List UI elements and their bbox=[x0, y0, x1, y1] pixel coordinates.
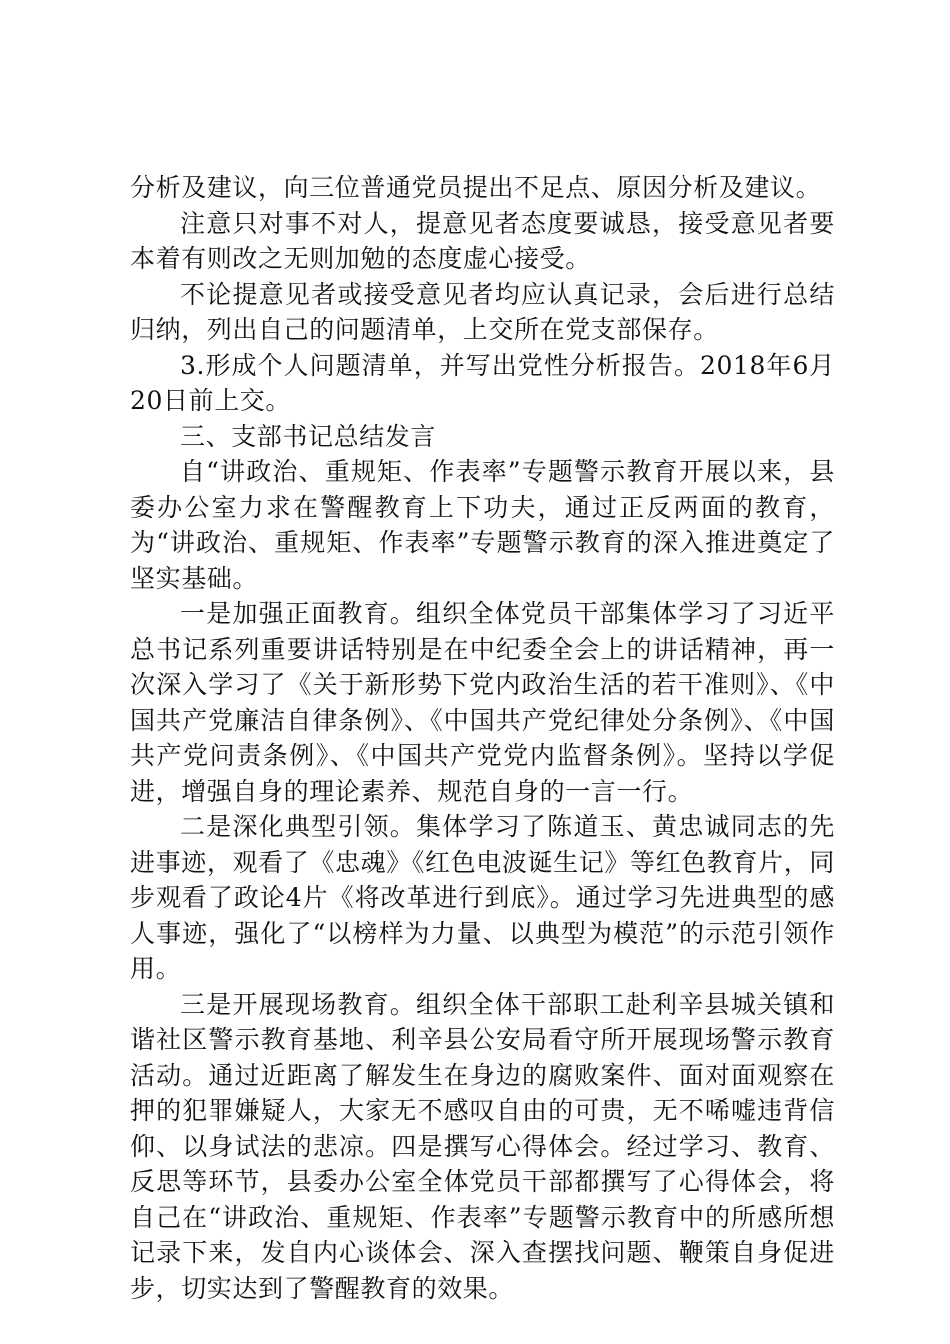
paragraph-attitude: 注意只对事不对人，提意见者态度要诚恳，接受意见者要本着有则改之无则加勉的态度虚心接受。 bbox=[130, 208, 835, 273]
paragraph-role-models: 二是深化典型引领。集体学习了陈道玉、黄忠诚同志的先进事迹，观看了《忠魂》《红色电波诞生记》等红色教育片，同步观看了政论4片《将改革进行到底》。通过学习先进典型的感人事迹，强化了“以榜样为力量、以典型为模范”的示范引领作用。 bbox=[130, 812, 835, 983]
paragraph-record: 不论提意见者或接受意见者均应认真记录，会后进行总结归纳，列出自己的问题清单，上交所在党支部保存。 bbox=[130, 279, 835, 344]
paragraph-continuation: 分析及建议，向三位普通党员提出不足点、原因分析及建议。 bbox=[130, 173, 822, 202]
paragraph-intro: 自“讲政治、重规矩、作表率”专题警示教育开展以来，县委办公室力求在警醒教育上下功夫，通过正反两面的教育，为“讲政治、重规矩、作表率”专题警示教育的深入推进奠定了坚实基础。 bbox=[130, 457, 835, 593]
document-body bbox=[130, 170, 835, 1306]
paragraph-onsite-education: 三是开展现场教育。组织全体干部职工赴利辛县城关镇和谐社区警示教育基地、利辛县公安局看守所开展现场警示教育活动。通过近距离了解发生在身边的腐败案件、面对面观察在押的犯罪嫌疑人，大家无不感叹自由的可贵，无不唏嘘违背信仰、以身试法的悲凉。四是撰写心得体会。经过学习、教育、反思等环节，县委办公室全体党员干部都撰写了心得体会，将自己在“讲政治、重规矩、作表率”专题警示教育中的所感所想记录下来，发自内心谈体会、深入查摆找问题、鞭策自身促进步，切实达到了警醒教育的效果。 bbox=[130, 989, 835, 1303]
section-heading: 三、支部书记总结发言 bbox=[180, 421, 437, 451]
paragraph-item-3: 3.形成个人问题清单，并写出党性分析报告。2018年6月20日前上交。 bbox=[130, 350, 835, 415]
paragraph-positive-education: 一是加强正面教育。组织全体党员干部集体学习了习近平总书记系列重要讲话特别是在中纪委全会上的讲话精神，再一次深入学习了《关于新形势下党内政治生活的若干准则》、《中国共产党廉洁自律条例》、《中国共产党纪律处分条例》、《中国共产党问责条例》、《中国共产党党内监督条例》。坚持以学促进，增强自身的理论素养、规范自身的一言一行。 bbox=[130, 599, 835, 806]
